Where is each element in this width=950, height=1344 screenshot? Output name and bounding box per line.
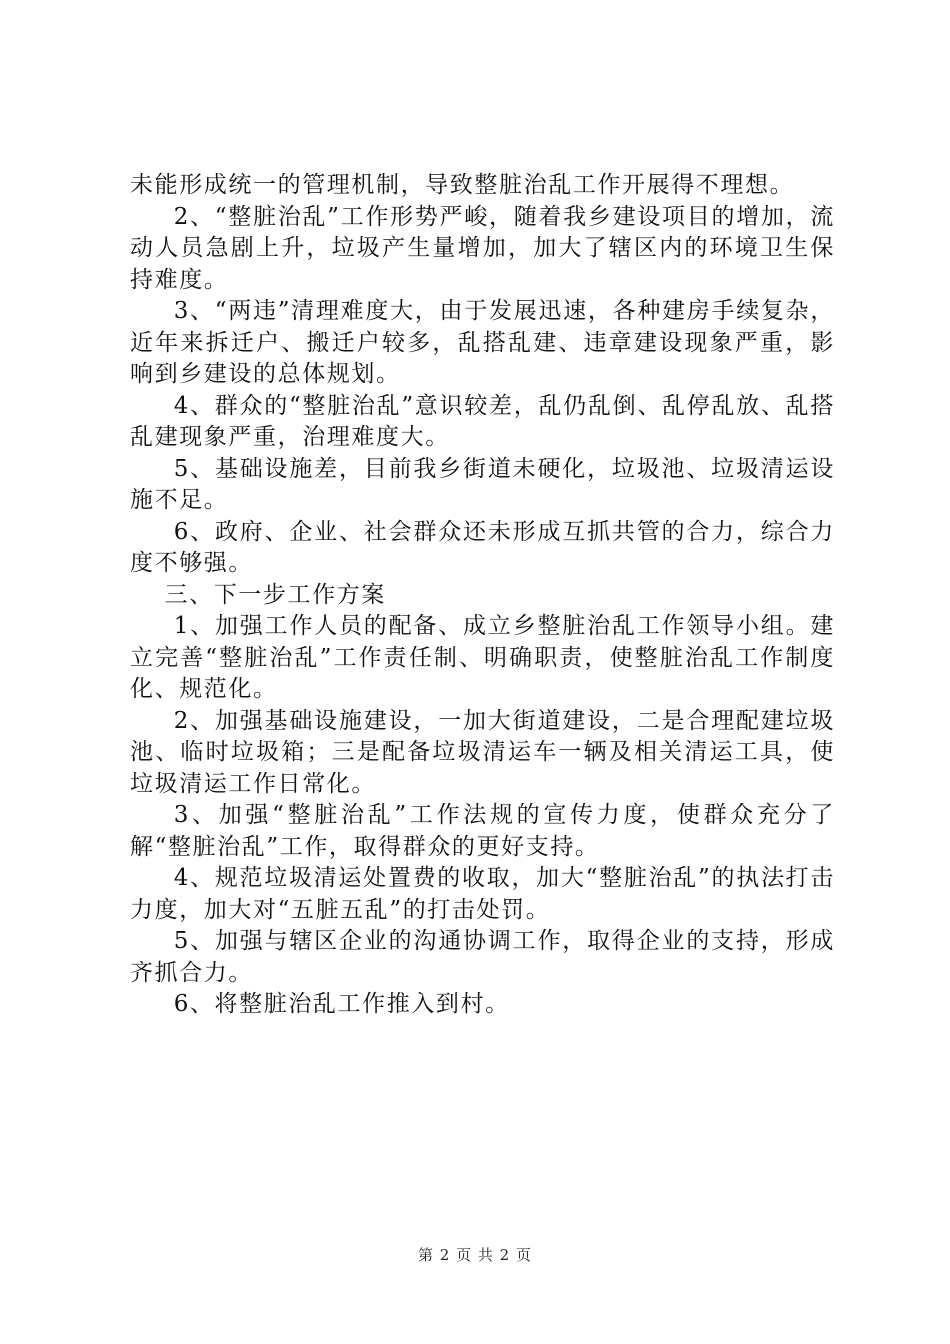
paragraph-issue-5: 5、基础设施差，目前我乡街道未硬化，垃圾池、垃圾清运设施不足。 — [130, 455, 835, 513]
section-heading: 三、下一步工作方案 — [164, 581, 386, 608]
paragraph-plan-1: 1、加强工作人员的配备、成立乡整脏治乱工作领导小组。建立完善“整脏治乱”工作责任制、明确职责，使整脏治乱工作制度化、规范化。 — [130, 613, 835, 702]
paragraph-plan-5: 5、加强与辖区企业的沟通协调工作，取得企业的支持，形成齐抓合力。 — [130, 928, 835, 986]
document-body — [130, 170, 835, 1021]
paragraph-plan-3: 3、加强“整脏治乱”工作法规的宣传力度，使群众充分了解“整脏治乱”工作，取得群众的更好支持。 — [130, 802, 835, 860]
paragraph-issue-4: 4、群众的“整脏治乱”意识较差，乱仍乱倒、乱停乱放、乱搭乱建现象严重，治理难度大。 — [130, 392, 835, 450]
paragraph-plan-6: 6、将整脏治乱工作推入到村。 — [173, 991, 510, 1017]
paragraph-continuation: 未能形成统一的管理机制，导致整脏治乱工作开展得不理想。 — [130, 172, 795, 198]
paragraph-issue-3: 3、“两违”清理难度大，由于发展迅速，各种建房手续复杂，近年来拆迁户、搬迁户较多，乱搭乱建、违章建设现象严重，影响到乡建设的总体规划。 — [130, 298, 835, 387]
paragraph-plan-2: 2、加强基础设施建设，一加大街道建设，二是合理配建垃圾池、临时垃圾箱；三是配备垃圾清运车一辆及相关清运工具，使垃圾清运工作日常化。 — [130, 707, 835, 797]
paragraph-issue-2: 2、“整脏治乱”工作形势严峻，随着我乡建设项目的增加，流动人员急剧上升，垃圾产生量增加，加大了辖区内的环境卫生保持难度。 — [130, 203, 835, 293]
paragraph-plan-4: 4、规范垃圾清运处置费的收取，加大“整脏治乱”的执法打击力度，加大对“五脏五乱”的打击处罚。 — [130, 865, 835, 923]
page-footer: 第 2 页 共 2 页 — [418, 1246, 532, 1264]
paragraph-issue-6: 6、政府、企业、社会群众还未形成互抓共管的合力，综合力度不够强。 — [130, 518, 835, 576]
